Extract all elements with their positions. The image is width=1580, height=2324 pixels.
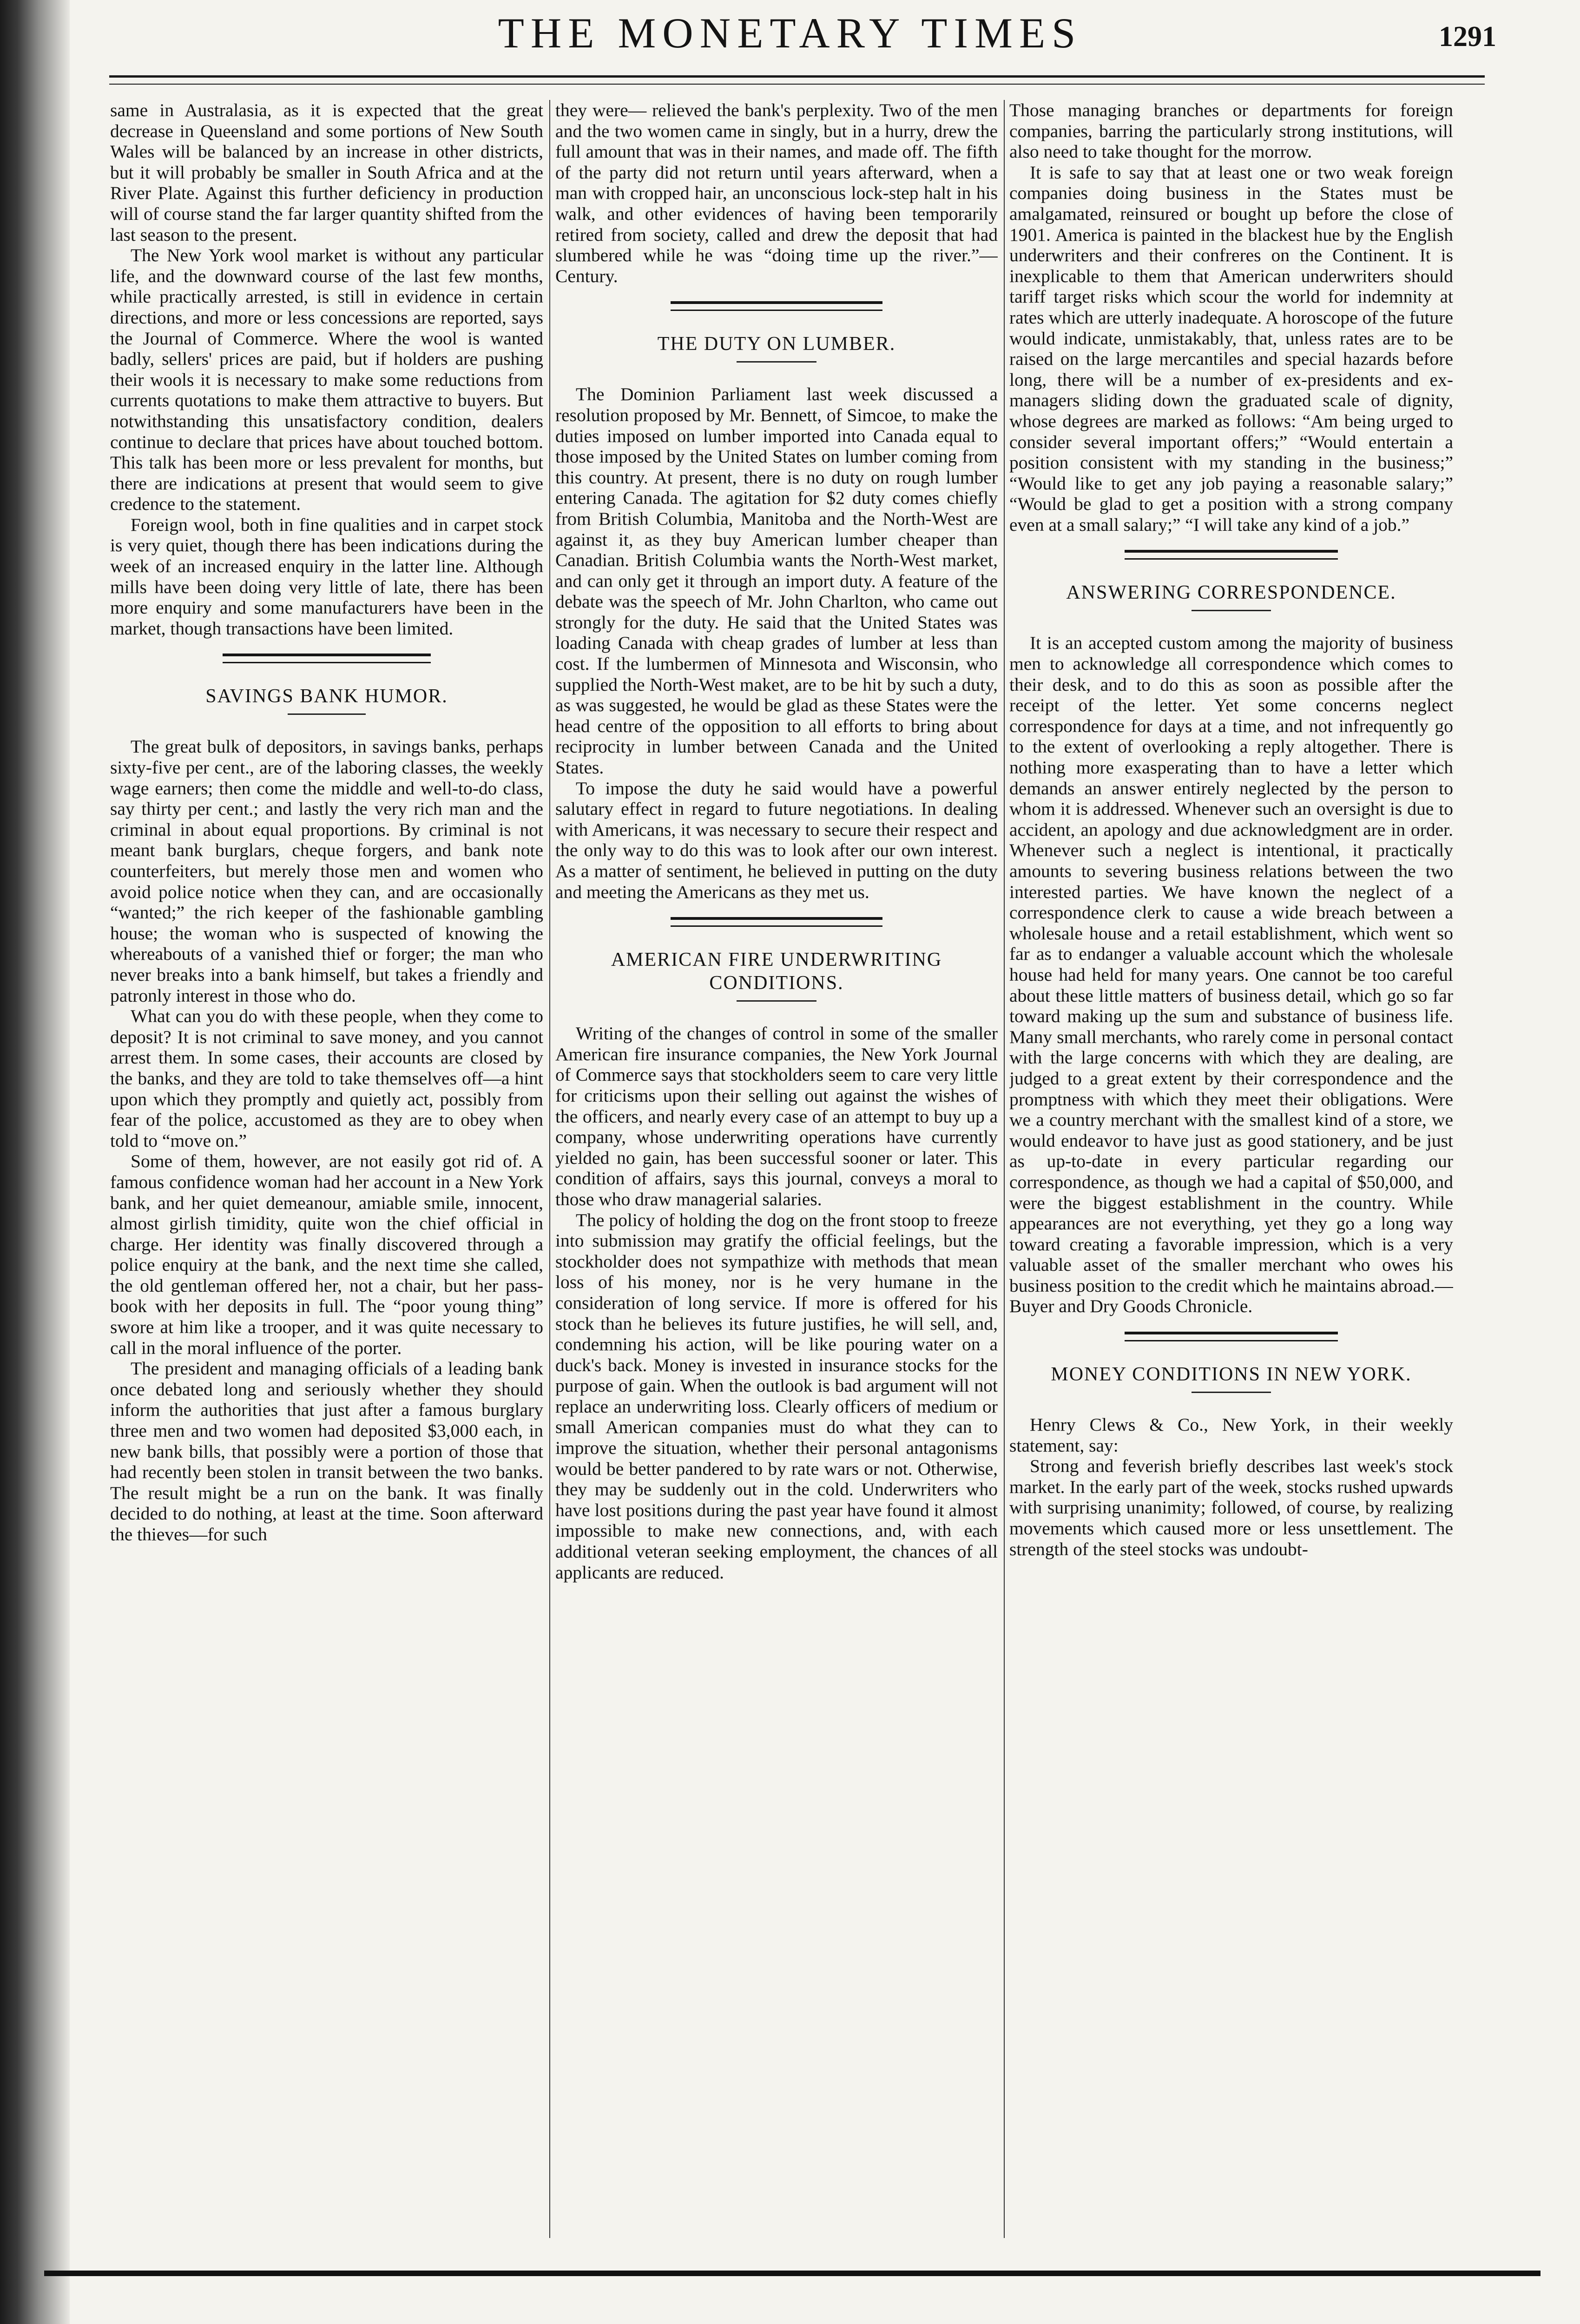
headline-american-fire-underwriting: AMERICAN FIRE UNDERWRITING CONDITIONS. [611, 949, 942, 994]
column-divider-1 [549, 100, 550, 2238]
column-2 [555, 100, 998, 2238]
headline-rule [1192, 610, 1271, 611]
fire-continuation-1: Those managing branches or departments for foreign companies, barring the particularly strong institutions, will also need to take thought for the morrow. [1009, 100, 1453, 162]
money-paragraph-1: Henry Clews & Co., New York, in their weekly statement, say: [1009, 1414, 1453, 1456]
wool-paragraph-3: Foreign wool, both in fine qualities and in carpet stock is very quiet, though there has been indications during the week of an increased enquiry in the latter line. Although mills have been doing very little of late, there has been more enquiry and some manufacturers have been in the market, though transactions have been limited. [110, 514, 543, 639]
column-3 [1009, 100, 1453, 2238]
money-paragraph-2: Strong and feverish briefly describes last week's stock market. In the early part of the week, stocks rushed upwards with surprising unanimity; followed, of course, by realizing movements which caused more or less unsettlement. The strength of the steel stocks was undoubt- [1009, 1456, 1453, 1559]
masthead-title: THE MONETARY TIMES [498, 9, 1082, 57]
lumber-paragraph-1: The Dominion Parliament last week discussed a resolution proposed by Mr. Bennett, of Simcoe, to make the duties imposed on lumber imported into Canada equal to those imposed by the United States on lumber coming from this country. At present, there is no duty on rough lumber entering Canada. The agitation for $2 duty comes chiefly from British Columbia, Manitoba and the North-West are against it, as they buy American lumber cheaper than Canadian. British Columbia wants the North-West market, and can only get it through an import duty. A feature of the debate was the speech of Mr. John Charlton, who came out strongly for the duty. He said that the United States was loading Canada with cheap grades of lumber at less than cost. If the lumbermen of Minnesota and Wisconsin, who supplied the North-West maket, are to be hit by such a duty, as was suggested, he would be glad as these States were the head centre of the opposition to all efforts to bring about reciprocity in lumber between Canada and the United States. [555, 384, 998, 778]
savings-paragraph-1: The great bulk of depositors, in savings banks, perhaps sixty-five per cent., are of the laboring classes, the weekly wage earners; then come the middle and well-to-do class, say thirty per cent.; and lastly the very rich man and the criminal in about equal proportions. By criminal is not meant bank burglars, cheque forgers, and bank note counterfeiters, but merely those men and women who avoid police notice when they can, and are occasionally “wanted;” the rich keeper of the fashionable gambling house; the woman who is suspected of knowing the whereabouts of a vanished thief or forger; the man who never breaks into a bank himself, but takes a friendly and patronly interest in those who do. [110, 736, 543, 1006]
binding-shadow [0, 0, 70, 2324]
savings-paragraph-4: The president and managing officials of a leading bank once debated long and seriously whether they should inform the authorities that just after a famous burglary three men and two women had deposited $3,000 each, in new bank bills, that possibly were a portion of those that had recently been stolen in transit between the two banks. The result might be a run on the bank. It was finally decided to do nothing, at least at the time. Soon afterward the thieves—for such [110, 1358, 543, 1545]
savings-continuation: they were— relieved the bank's perplexity. Two of the men and the two women came in singly, but in a hurry, drew the full amount that was in their names, and made off. The fifth of the party did not return until years afterward, when a man with cropped hair, an unconscious lock-step halt in his walk, and other evidences of having been temporarily retired from society, called and drew the deposit that had slumbered while he was “doing time up the river.”—Century. [555, 100, 998, 286]
article-separator [223, 654, 430, 663]
headline-savings-bank-humor: SAVINGS BANK HUMOR. [205, 686, 448, 707]
page-number: 1291 [1439, 21, 1496, 53]
fire-continuation-2: It is safe to say that at least one or two weak foreign companies doing business in the States must be amalgamated, reinsured or bought up before the close of 1901. America is painted in the blackest hue by the English underwriters and their confreres on the Continent. It is inexplicable to them that American underwriters should tariff target risks which scour the world for indemnity at rates which are utterly inadequate. A horoscope of the future would indicate, unmistakably, that, unless rates are to be raised on the large mercantiles and special hazards before long, there will be a number of ex-presidents and ex-managers sliding down the graduated scale of dignity, whose degrees are marked as follows: “Am being urged to consider several important offers;” “Would entertain a position consistent with my standing in the business;” “Would like to get any job paying a reasonable salary;” “Would be glad to get a position with a strong company even at a small salary;” “I will take any kind of a job.” [1009, 162, 1453, 535]
wool-paragraph-1: same in Australasia, as it is expected that the great decrease in Queensland and some portions of New South Wales will be balanced by an increase in other districts, but it will probably be smaller in South Africa and at the River Plate. Against this further deficiency in production will of course stand the far larger quantity shifted from the last season to the present. [110, 100, 543, 245]
page-bottom-edge [44, 2271, 1540, 2276]
header-rule-thin [109, 84, 1485, 85]
headline-rule [737, 1000, 816, 1002]
column-1 [110, 100, 543, 2238]
headline-rule [737, 361, 816, 363]
headline-answering-correspondence: ANSWERING CORRESPONDENCE. [1066, 582, 1396, 604]
headline-money-conditions: MONEY CONDITIONS IN NEW YORK. [1051, 1364, 1412, 1386]
article-separator [671, 917, 883, 927]
savings-paragraph-3: Some of them, however, are not easily got rid of. A famous confidence woman had her account in a New York bank, and her quiet demeanour, amiable smile, innocent, almost girlish timidity, quite won the chief official in charge. Her identity was finally discovered through a police enquiry at the bank, and the next time she called, the old gentleman offered her, not a chair, but her pass-book with her deposits in full. The “poor young thing” swore at him like a trooper, and it was quite necessary to call in the moral influence of the porter. [110, 1151, 543, 1358]
fire-paragraph-1: Writing of the changes of control in some of the smaller American fire insurance companies, the New York Journal of Commerce says that stockholders seem to care very little for criticisms upon their selling out against the wishes of the officers, and nearly every case of an attempt to buy up a company, whose underwriting operations have currently yielded no gain, has been successful sooner or later. This condition of affairs, says this journal, conveys a moral to those who draw managerial salaries. [555, 1023, 998, 1209]
correspondence-paragraph-1: It is an accepted custom among the majority of business men to acknowledge all correspondence which comes to their desk, and to do this as soon as possible after the receipt of the letter. Yet some concerns neglect correspondence for days at a time, and not infrequently go to the extent of overlooking a reply altogether. There is nothing more exasperating than to have a letter which demands an answer entirely neglected by the person to whom it is addressed. Whenever such an oversight is due to accident, an apology and due acknowledgment are in order. Whenever such a neglect is intentional, it practically amounts to severing business relations between the two interested parties. We have known the neglect of a correspondence clerk to cause a wide breach between a wholesale house and a retail establishment, which went so far as to endanger a valuable account which the wholesale house had held for many years. One cannot be too careful about these little matters of business detail, which go so far toward making up the sum and substance of business life. Many small merchants, who rarely come in personal contact with the large concerns with which they are dealing, are judged to a great extent by their correspondence and the promptness with which they meet their obligations. Were we a country merchant with the smallest kind of a store, we would endeavor to have just as good stationery, and be just as up-to-date in every particular regarding our correspondence, as though we had a capital of $50,000, and were the biggest establishment in the country. While appearances are not everything, yet they go a long way toward creating a favorable impression, which is a very valuable asset of the smaller merchant who owes his business position to the credit which he maintains abroad.—Buyer and Dry Goods Chronicle. [1009, 633, 1453, 1317]
article-separator [1125, 1332, 1337, 1341]
headline-rule [1192, 1392, 1271, 1393]
article-separator [1125, 550, 1337, 560]
fire-paragraph-2: The policy of holding the dog on the front stoop to freeze into submission may gratify the official feelings, but the stockholder does not sympathize with methods that mean loss of his money, nor is he very humane in the consideration of long service. If more is offered for his stock than he believes its future justifies, he will sell, and, condemning his action, will be like pouring water on a duck's back. Money is invested in insurance stocks for the purpose of gain. When the outlook is bad argument will not replace an underwriting loss. Clearly officers of medium or small American companies must do what they can to improve the situation, whether their personal antagonisms would be better pandered to by rate wars or not. Otherwise, they may be suddenly out in the cold. Underwriters who have lost positions during the past year have found it almost impossible to make new connections, and, with each additional veteran seeking employment, the chances of all applicants are reduced. [555, 1209, 998, 1583]
column-divider-2 [1004, 100, 1005, 2238]
wool-paragraph-2: The New York wool market is without any particular life, and the downward course of the last few months, while practically arrested, is still in evidence in certain directions, and more or less concessions are reported, says the Journal of Commerce. Where the wool is wanted badly, sellers' prices are paid, but if holders are pushing their wools it is necessary to make some reductions from currents quotations to make them attractive to buyers. But notwithstanding this unsatisfactory condition, dealers continue to declare that prices have about touched bottom. This talk has been more or less prevalent for months, but there are indications at present that would seem to give credence to the statement. [110, 245, 543, 515]
lumber-paragraph-2: To impose the duty he said would have a powerful salutary effect in regard to future negotiations. In dealing with Americans, it was necessary to secure their respect and the only way to do this was to look after our own interest. As a matter of sentiment, he believed in putting on the duty and meeting the Americans as they met us. [555, 778, 998, 902]
article-separator [671, 301, 883, 311]
savings-paragraph-2: What can you do with these people, when they come to deposit? It is not criminal to save money, and you cannot arrest them. In some cases, their accounts are closed by the banks, and they are told to take themselves off—a hint upon which they promptly and quietly act, possibly from fear of the police, accustomed as they are to obey when told to “move on.” [110, 1006, 543, 1151]
headline-rule [288, 713, 366, 715]
headline-duty-on-lumber: THE DUTY ON LUMBER. [657, 333, 896, 355]
header-rule-thick [109, 75, 1485, 78]
